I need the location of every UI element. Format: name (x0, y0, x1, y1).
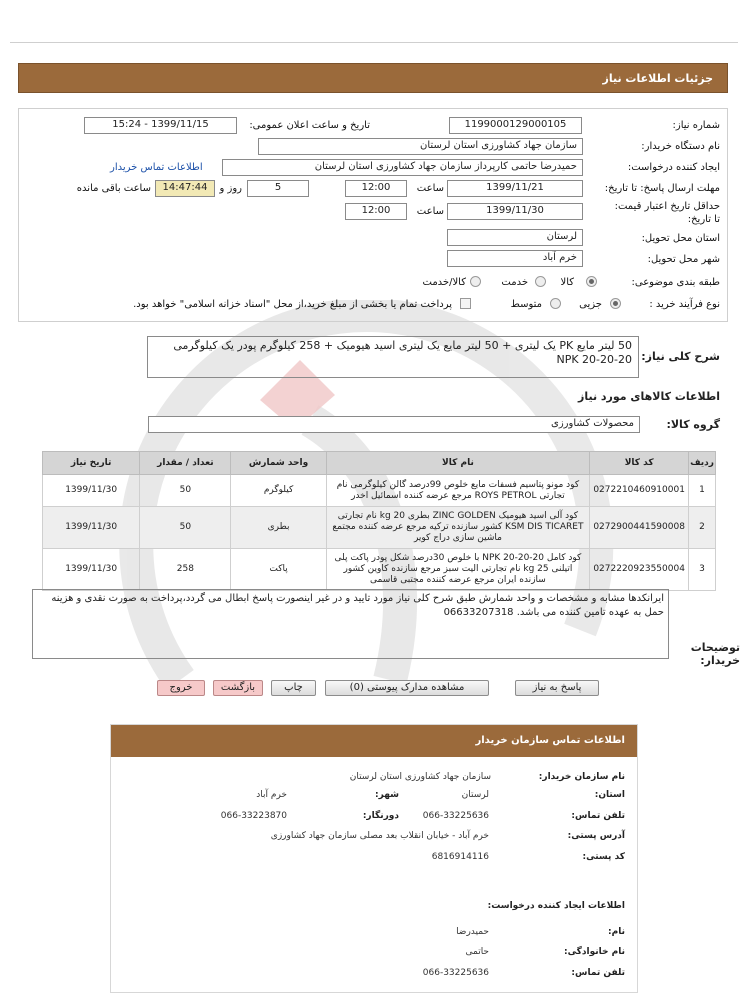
contact-postal-label: کد پستی: (582, 852, 625, 862)
goods-group-label: گروه کالا: (666, 418, 720, 431)
page-title: جزئیات اطلاعات نیاز (602, 72, 713, 85)
category-both-radio[interactable] (470, 276, 481, 287)
creator-phone-label: تلفن تماس: (571, 968, 625, 978)
creator-family-label: نام خانوادگی: (563, 947, 625, 957)
row-date: 1399/11/30 (43, 507, 140, 549)
contact-address-label: آدرس پستی: (567, 831, 625, 841)
process-medium-radio[interactable] (550, 298, 561, 309)
process-minor-radio[interactable] (610, 298, 621, 309)
attachments-button[interactable]: مشاهده مدارک پیوستی (0) (325, 680, 489, 696)
table-row (43, 507, 716, 549)
summary-label: شرح کلی نیاز: (641, 350, 720, 363)
category-goods-radio[interactable] (586, 276, 597, 287)
row-qty: 50 (140, 507, 231, 549)
contact-fax-value: 066-33223870 (220, 811, 287, 821)
days-field: 5 (247, 180, 309, 197)
back-button[interactable]: بازگشت (213, 680, 263, 696)
row-qty: 50 (140, 475, 231, 507)
contact-city-value: خرم آباد (256, 790, 287, 800)
treasury-note: پرداخت تمام یا بخشی از مبلغ خرید،از محل "اسناد خزانه اسلامی" خواهد بود. (133, 299, 452, 310)
row-code: 0272210460910001 (590, 475, 689, 507)
need-number-field: 1199000129000105 (449, 117, 582, 134)
row-name: کود آلی اسید هیومیک ZINC GOLDEN بطری 20 kg نام تجارتی KSM DIS TICARET کشور سازنده ترکیه مرجع عرضه کننده مجتمع ماشین سازی دراج کویر (326, 507, 590, 549)
category-service-label: خدمت (501, 277, 528, 288)
creator-name-label: نام: (608, 927, 625, 937)
deadline-label: مهلت ارسال پاسخ: تا تاریخ: (604, 183, 720, 194)
city-label: شهر محل تحویل: (647, 254, 720, 265)
buyer-contact-link[interactable]: اطلاعات تماس خریدار (110, 162, 203, 173)
row-number: 2 (689, 507, 716, 549)
validity-label: حداقل تاریخ اعتبار قیمت: تا تاریخ: (614, 201, 720, 225)
deadline-time-label: ساعت (416, 183, 444, 194)
creator-field: حمیدرضا حاتمی کارپرداز سازمان جهاد کشاورزی استان لرستان (222, 159, 583, 176)
deadline-date-field: 1399/11/21 (447, 180, 583, 197)
contact-city-label: شهر: (375, 790, 399, 800)
reply-button[interactable]: پاسخ به نیاز (515, 680, 599, 696)
province-field: لرستان (447, 229, 583, 246)
row-number: 1 (689, 475, 716, 507)
announce-label: تاریخ و ساعت اعلان عمومی: (249, 120, 370, 131)
col-row: ردیف (689, 452, 716, 475)
col-date: تاریخ نیاز (43, 452, 140, 475)
row-date: 1399/11/30 (43, 549, 140, 591)
deadline-time-field: 12:00 (345, 180, 407, 197)
process-label: نوع فرآیند خرید : (649, 299, 720, 310)
category-service-radio[interactable] (535, 276, 546, 287)
category-label: طبقه بندی موضوعی: (631, 277, 720, 288)
row-unit: بطری (231, 507, 326, 549)
contact-header (111, 725, 637, 757)
validity-time-label: ساعت (416, 206, 444, 217)
table-row (43, 549, 716, 591)
goods-section-title: اطلاعات کالاهای مورد نیاز (578, 390, 720, 403)
contact-phone-label: تلفن تماس: (571, 811, 625, 821)
contact-province-label: استان: (594, 790, 625, 800)
contact-postal-value: 6816914116 (431, 852, 489, 862)
notes-text: ایرانکدها مشابه و مشخصات و واحد شمارش طبق شرح کلی نیاز مورد تایید و در غیر اینصورت پاسخ ابطال می گردد،پرداخت به صورت نقدی و هزینه حمل به عهده تامین کننده می باشد. 06633207318 (32, 589, 669, 659)
province-label: استان محل تحویل: (641, 233, 720, 244)
col-qty: تعداد / مقدار (140, 452, 231, 475)
buyer-contact-panel (110, 724, 638, 993)
buyer-org-label: نام دستگاه خریدار: (641, 141, 720, 152)
contact-org-label: نام سازمان خریدار: (538, 772, 625, 782)
table-row (43, 475, 716, 507)
process-medium-label: متوسط (510, 299, 542, 310)
contact-phone-value: 066-33225636 (422, 811, 489, 821)
page-header (18, 63, 728, 93)
creator-info-title: اطلاعات ایجاد کننده درخواست: (487, 901, 625, 911)
row-code: 0272900441590008 (590, 507, 689, 549)
row-date: 1399/11/30 (43, 475, 140, 507)
exit-button[interactable]: خروج (157, 680, 205, 696)
creator-name-value: حمیدرضا (456, 927, 489, 937)
summary-text: 50 لیتر مایع PK یک لیتری + 50 لیتر مایع یک لیتری اسید هیومیک + 258 کیلوگرم پودر یک کیلوگرمی NPK 20-20-20 (147, 336, 639, 378)
category-both-label: کالا/خدمت (422, 277, 466, 288)
contact-title: اطلاعات تماس سازمان خریدار (475, 735, 625, 746)
creator-family-value: حاتمی (465, 947, 489, 957)
contact-org-value: سازمان جهاد کشاورزی استان لرستان (349, 772, 491, 782)
city-field: خرم آباد (447, 250, 583, 267)
treasury-checkbox[interactable] (460, 298, 471, 309)
col-name: نام کالا (326, 452, 590, 475)
countdown-field: 14:47:44 (155, 180, 215, 197)
row-name: کود مونو پتاسیم فسفات مایع خلوص 99درصد گالن کیلوگرمی نام تجارتی ROYS PETROL مرجع عرضه کننده اسمائیل اخدر (326, 475, 590, 507)
contact-address-value: خرم آباد - خیابان انقلاب بعد مصلی سازمان جهاد کشاورزی (270, 831, 489, 841)
creator-label: ایجاد کننده درخواست: (627, 162, 720, 173)
category-goods-label: کالا (560, 277, 574, 288)
goods-group-field: محصولات کشاورزی (148, 416, 640, 433)
col-code: کد کالا (590, 452, 689, 475)
goods-table (42, 451, 716, 591)
validity-date-field: 1399/11/30 (447, 203, 583, 220)
remaining-label: ساعت باقی مانده (76, 183, 151, 194)
goods-table-header (43, 452, 716, 475)
creator-phone-value: 066-33225636 (422, 968, 489, 978)
buyer-org-field: سازمان جهاد کشاورزی استان لرستان (258, 138, 583, 155)
announce-field: 1399/11/15 - 15:24 (84, 117, 237, 134)
top-divider (10, 42, 738, 43)
row-unit: پاکت (231, 549, 326, 591)
row-name: کود کامل NPK 20-20-20 با خلوص 30درصد شکل پودر پاکت پلی اتیلنی 25 kg نام تجارتی الیت سبز مرجع سازنده کاوین کشور سازنده ایران مرجع عرضه کننده مجتبی قاسمی (326, 549, 590, 591)
process-minor-label: جزیی (579, 299, 602, 310)
row-qty: 258 (140, 549, 231, 591)
validity-time-field: 12:00 (345, 203, 407, 220)
contact-province-value: لرستان (461, 790, 489, 800)
row-number: 3 (689, 549, 716, 591)
days-label: روز و (219, 183, 242, 194)
col-unit: واحد شمارش (231, 452, 326, 475)
contact-fax-label: دورنگار: (362, 811, 399, 821)
notes-label: توضیحات خریدار: (690, 641, 740, 667)
row-code: 0272220923550004 (590, 549, 689, 591)
row-unit: کیلوگرم (231, 475, 326, 507)
print-button[interactable]: چاپ (271, 680, 316, 696)
need-number-label: شماره نیاز: (672, 120, 720, 131)
